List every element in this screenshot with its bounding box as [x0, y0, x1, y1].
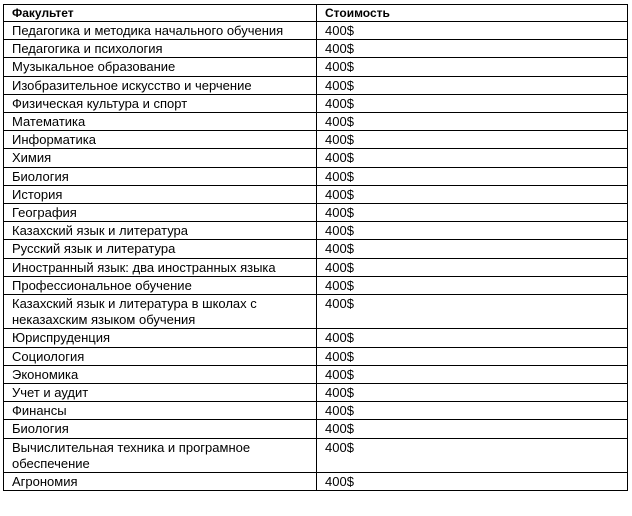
table-row	[4, 365, 628, 383]
cost-cell: 400$	[317, 329, 628, 347]
cost-cell: 400$	[317, 22, 628, 40]
table-row	[4, 240, 628, 258]
table-row	[4, 76, 628, 94]
faculty-cell: Химия	[4, 149, 317, 167]
faculty-cell: Информатика	[4, 131, 317, 149]
faculty-cell: Казахский язык и литература в школах с неказахским языком обучения	[4, 295, 317, 329]
cost-cell: 400$	[317, 76, 628, 94]
faculty-cell: География	[4, 204, 317, 222]
header-cost: Стоимость	[317, 5, 628, 22]
table-row	[4, 420, 628, 438]
faculty-cell: Иностранный язык: два иностранных языка	[4, 258, 317, 276]
cost-cell: 400$	[317, 258, 628, 276]
table-row	[4, 185, 628, 203]
table-row	[4, 113, 628, 131]
faculty-cell: Учет и аудит	[4, 384, 317, 402]
faculty-cell: История	[4, 185, 317, 203]
faculty-cell: Музыкальное образование	[4, 58, 317, 76]
table-row	[4, 167, 628, 185]
table-row	[4, 131, 628, 149]
header-faculty: Факультет	[4, 5, 317, 22]
cost-cell: 400$	[317, 365, 628, 383]
cost-cell: 400$	[317, 347, 628, 365]
cost-cell: 400$	[317, 438, 628, 472]
cost-cell: 400$	[317, 131, 628, 149]
cost-cell: 400$	[317, 40, 628, 58]
table-row	[4, 438, 628, 472]
table-row	[4, 402, 628, 420]
cost-cell: 400$	[317, 149, 628, 167]
table-row	[4, 329, 628, 347]
table-row	[4, 276, 628, 294]
faculty-cell: Биология	[4, 420, 317, 438]
faculty-cell: Педагогика и методика начального обучения	[4, 22, 317, 40]
table-row	[4, 40, 628, 58]
faculty-cell: Финансы	[4, 402, 317, 420]
table-row	[4, 347, 628, 365]
cost-cell: 400$	[317, 276, 628, 294]
table-row	[4, 149, 628, 167]
faculty-cell: Физическая культура и спорт	[4, 94, 317, 112]
cost-cell: 400$	[317, 473, 628, 491]
table-row	[4, 204, 628, 222]
cost-cell: 400$	[317, 204, 628, 222]
cost-cell: 400$	[317, 113, 628, 131]
cost-cell: 400$	[317, 420, 628, 438]
faculty-cell: Педагогика и психология	[4, 40, 317, 58]
cost-cell: 400$	[317, 240, 628, 258]
table-row	[4, 258, 628, 276]
table-header-row	[4, 5, 628, 22]
cost-cell: 400$	[317, 58, 628, 76]
faculty-cell: Юриспруденция	[4, 329, 317, 347]
cost-cell: 400$	[317, 167, 628, 185]
table-row	[4, 22, 628, 40]
faculty-cell: Вычислительная техника и програмное обеспечение	[4, 438, 317, 472]
table-row	[4, 58, 628, 76]
table-row	[4, 222, 628, 240]
cost-cell: 400$	[317, 222, 628, 240]
cost-cell: 400$	[317, 402, 628, 420]
faculty-cell: Экономика	[4, 365, 317, 383]
table-row	[4, 384, 628, 402]
faculty-cost-table	[3, 4, 628, 491]
faculty-cell: Изобразительное искусство и черчение	[4, 76, 317, 94]
faculty-cell: Математика	[4, 113, 317, 131]
cost-cell: 400$	[317, 94, 628, 112]
faculty-cell: Социология	[4, 347, 317, 365]
faculty-cell: Агрономия	[4, 473, 317, 491]
faculty-cell: Казахский язык и литература	[4, 222, 317, 240]
faculty-cell: Профессиональное обучение	[4, 276, 317, 294]
cost-cell: 400$	[317, 295, 628, 329]
table-row	[4, 94, 628, 112]
faculty-cell: Русский язык и литература	[4, 240, 317, 258]
cost-cell: 400$	[317, 384, 628, 402]
table-row	[4, 473, 628, 491]
table-row	[4, 295, 628, 329]
faculty-cell: Биология	[4, 167, 317, 185]
cost-cell: 400$	[317, 185, 628, 203]
